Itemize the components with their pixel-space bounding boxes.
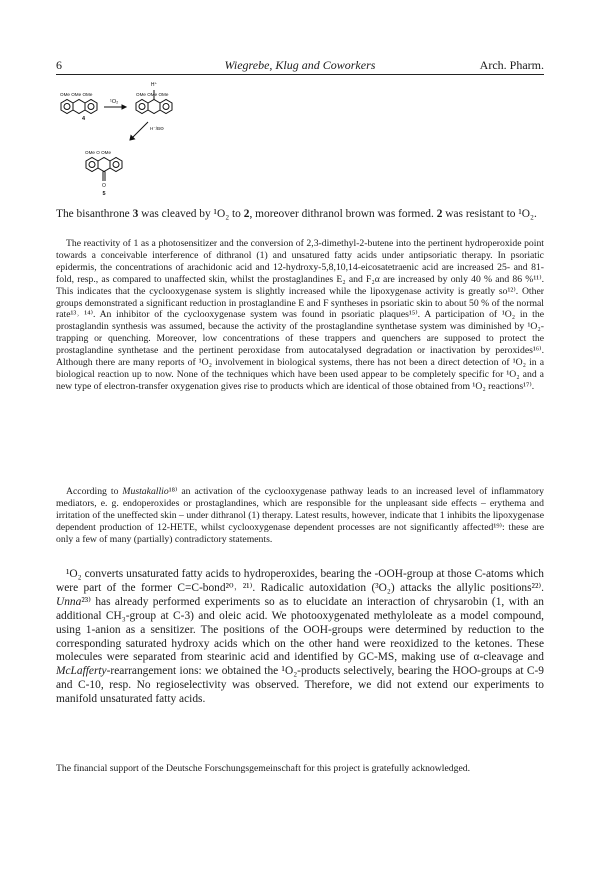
paragraph-fatty-acids: ¹O₂ converts unsaturated fatty acids to hydroperoxides, bearing the -OOH-group at those C-atoms which were part of the former C=C-bond²⁰˒ ²¹⁾. Radicalic autoxidation (³O₂) attacks the allylic positions²²⁾. Unna²³⁾ has already performed experiments so as to elucidate an interaction of chrysarobin (1, with an additional CH₃-group at C-3) and oleic acid. We photooxygenated methyloleate as a model compound, using 1-anion as a sensitizer. The positions of the OOH-groups were determined by reduction to the corresponding saturated hydroxy acids which on the other hand were reoxidized to the ketones. These molecules were separated from stearinic acid and identified by GC-MS, making use of α-cleavage and McLafferty-rearrangement ions: we obtained the ¹O₂-products selectively, bearing the HOO-groups at C-9 and C-10, resp. No regioselectivity was observed. Therefore, we did not extend our experiments to manifold unsaturated fatty acids. (56, 568, 544, 706)
methoxy-label-left: OMe OMe OMe (60, 92, 93, 97)
compound-4-label: 4 (82, 116, 86, 122)
header-rule (56, 74, 544, 75)
compound-4-structure (61, 100, 97, 114)
paragraph-mustakallio: According to Mustakallio¹⁸⁾ an activation of the cyclooxygenase pathway leads to an increased level of inflammatory mediators, e. g. endoperoxides or prostaglandines, which are responsible for the unpleasant side effects – erythema and irritation of the uneffected skin – under dithranol (1) therapy. Latest results, however, indicate that 1 inhibits the lipoxygenase dependent production of 12-HETE, whilst cyclooxygenase dependent processes are not significantly affected¹⁹⁾: these are only a few of many (partially) contradictory statements. (56, 486, 544, 545)
journal-name: Arch. Pharm. (479, 58, 544, 72)
page-number: 6 (56, 58, 62, 72)
acknowledgement: The financial support of the Deutsche Forschungsgemeinschaft for this project is gratefully acknowledged. (56, 763, 471, 774)
proton-label: H⁺ (150, 82, 158, 88)
borohydride-label: H⁻/BΘ (150, 126, 164, 131)
compound-5-structure (86, 158, 122, 182)
carbonyl-oxygen-label: O (102, 183, 106, 189)
methoxy-label-right: OMe OMe OMe (136, 92, 169, 97)
methoxy-label-bottom: OMe O OMe (85, 150, 112, 155)
compound-5-label: 5 (102, 191, 106, 197)
running-header (52, 57, 548, 73)
singlet-oxygen-label: ¹O₂ (110, 99, 119, 105)
running-title: Wiegrebe, Klug and Coworkers (224, 58, 376, 72)
reaction-scheme (56, 78, 236, 208)
paragraph-reactivity: The reactivity of 1 as a photosensitizer and the conversion of 2,3-dimethyl-2-butene into the pertinent hydroperoxide point towards a conceivable interference of dithranol (1) and unsatured fatty acids under antipsoriatic therapy. In psoriatic epidermis, the concentrations of arachidonic acid and 12-hydroxy-5,8,10,14-eicosatetraenic acid are increased 25- and 81-fold, resp., as compared to unaffected skin, whilst the prostaglandines E₂ and F₂α are increased by only 40 % and 86 %¹¹⁾. This indicates that the cyclooxygenase system is slightly increased while the lipoxygenase activity is greatly so¹²⁾. Other groups demonstrated a significant reduction in prostaglandine E and F syntheses in psoriatic skin to about 50 % of the normal rate¹³˒ ¹⁴⁾. An inhibitor of the cyclooxygenase system was found in psoriatic plaques¹⁵⁾. A participation of ¹O₂ in the prostaglandin synthesis was assumed, because the activity of the prostaglandine synthetase system was diminished by ¹O₂-trapping or quenching. Moreover, low concentrations of these trappers and quenchers are supposed to protect the prostaglandine synthetase and the pertinent peroxidase from autocatalysed degradation or inactivation by peroxides¹⁶⁾. Although there are many reports of ¹O₂ involvement in biological systems, there has not been a direct detection of ¹O₂ in a biological reaction up to now. None of the techniques which have been used appear to be completely specific for ¹O₂ and a new type of electron-transfer oxygenation gives rise to products which are identical of those obtained from ¹O₂ reactions¹⁷⁾. (56, 238, 544, 392)
paragraph-bisanthrone: The bisanthrone 3 was cleaved by ¹O₂ to 2, moreover dithranol brown was formed. 2 was resistant to ¹O₂. (56, 208, 537, 220)
